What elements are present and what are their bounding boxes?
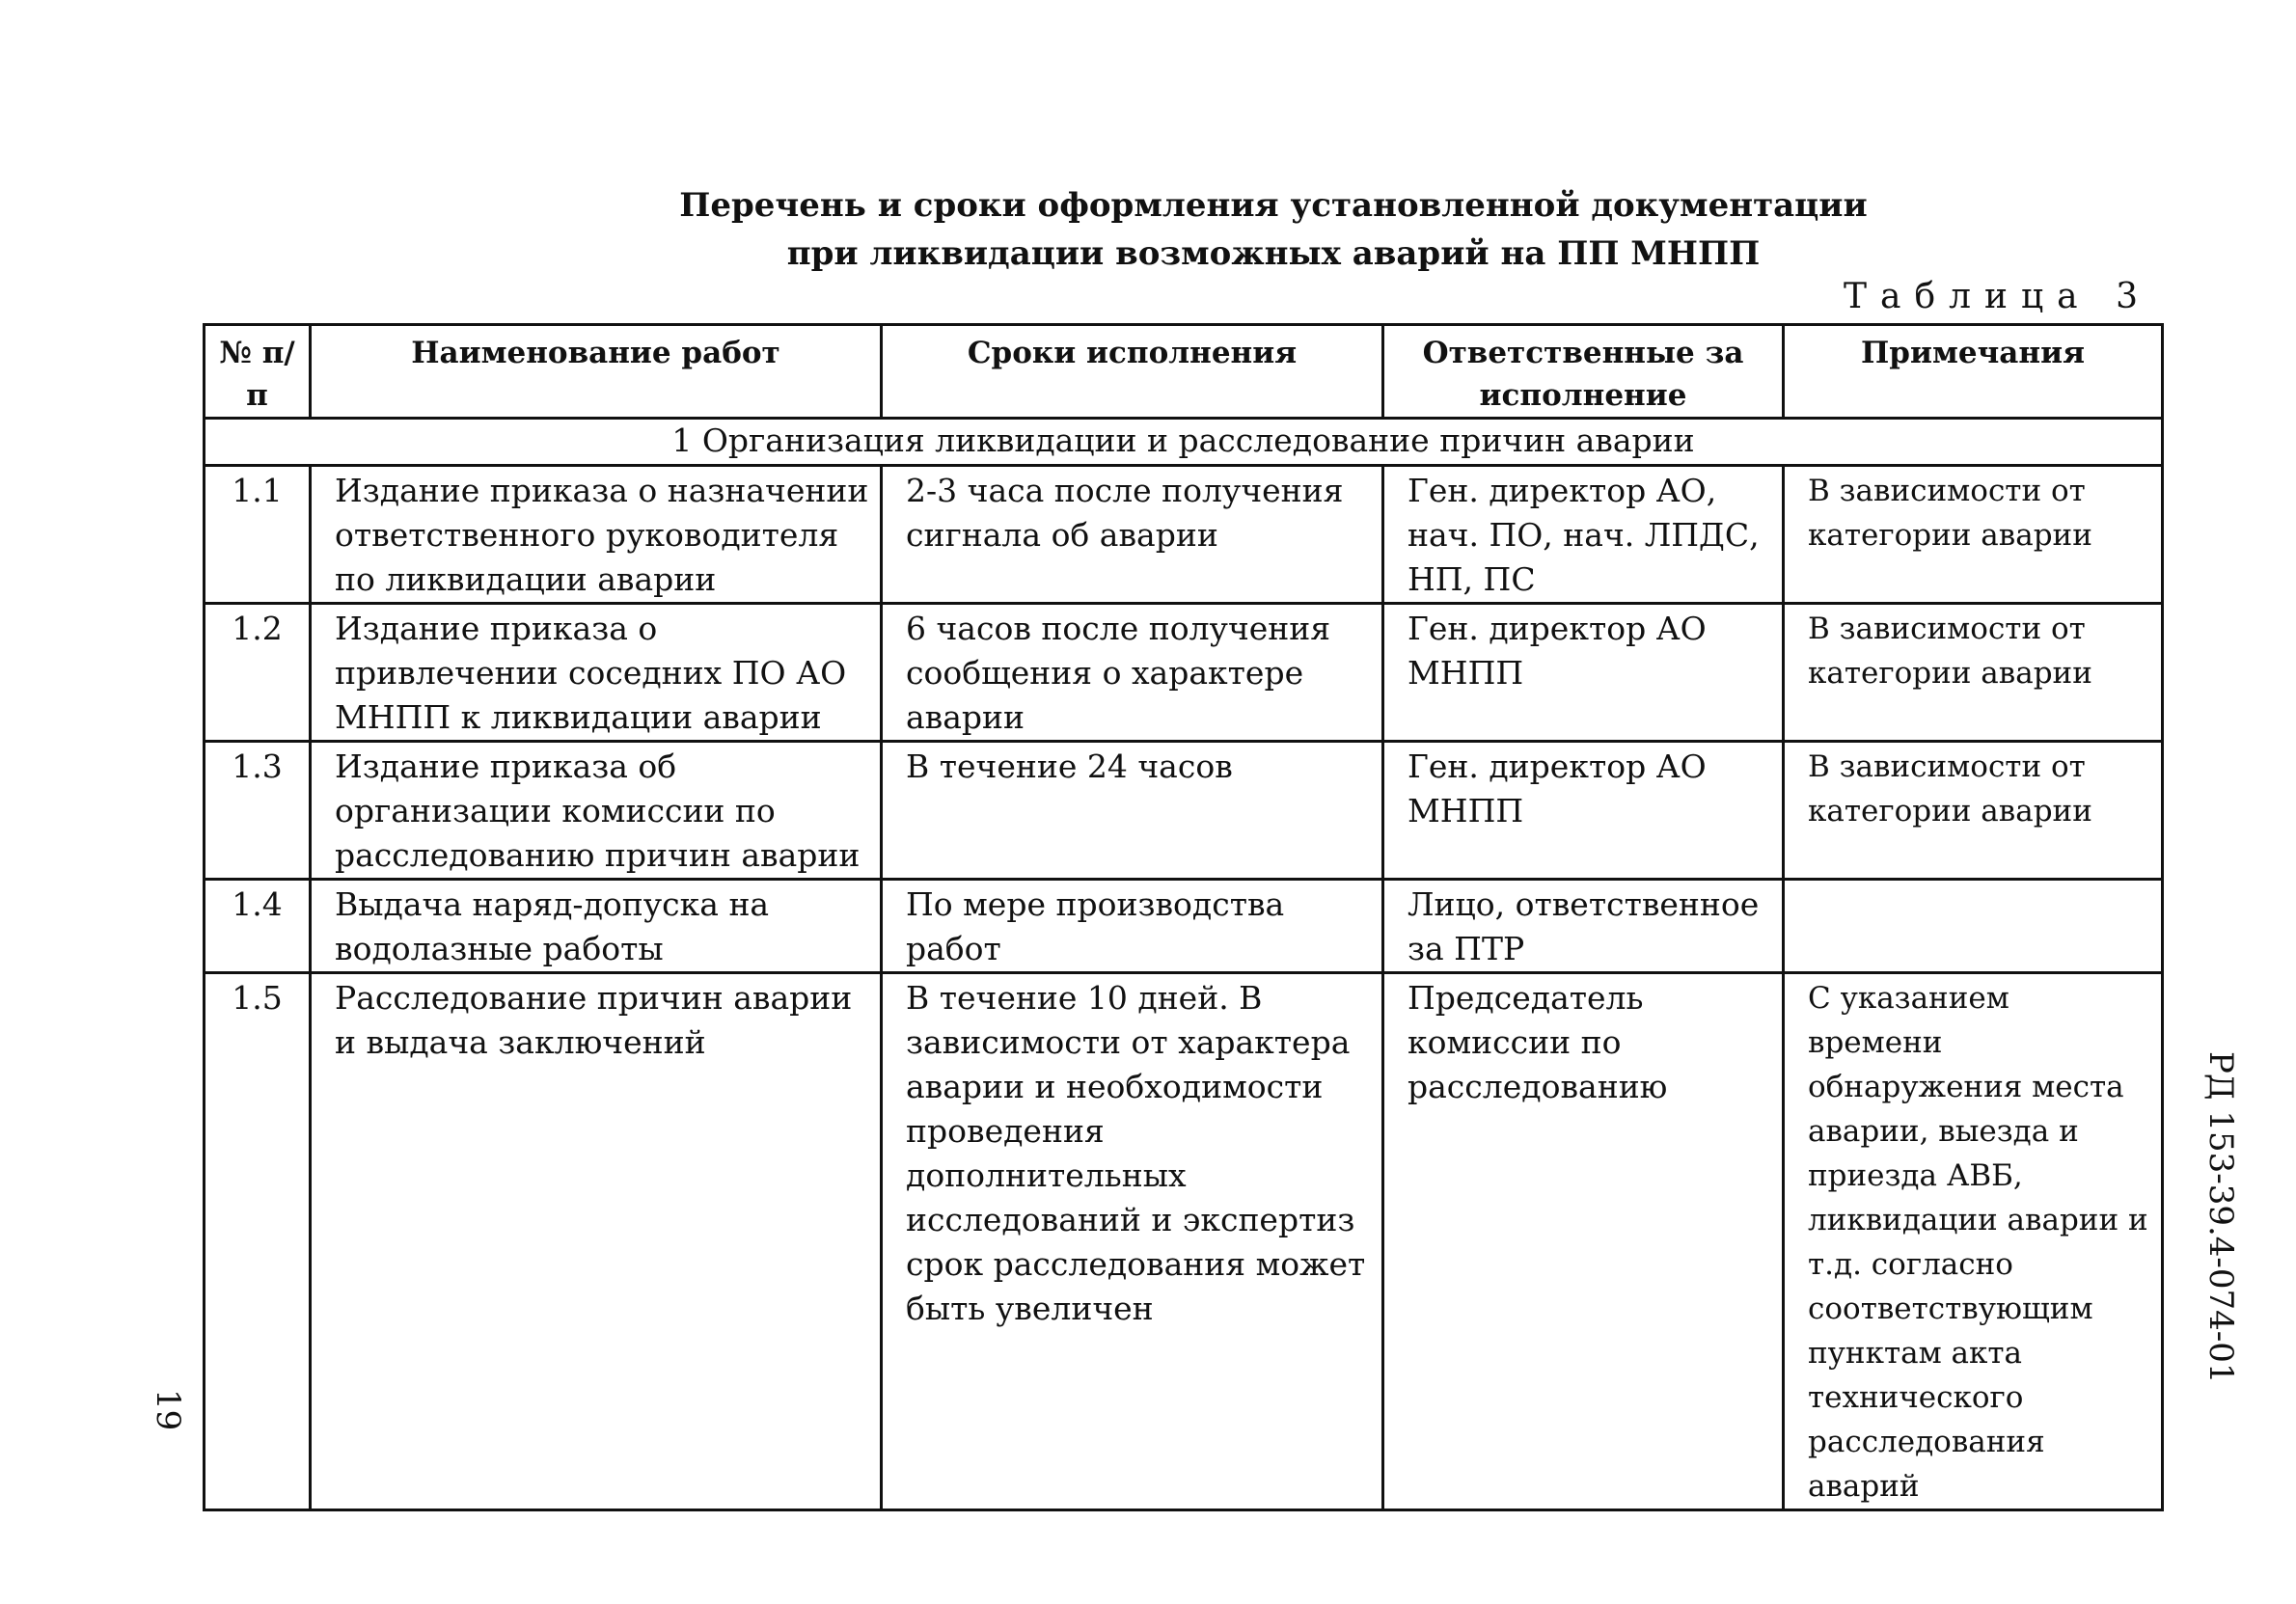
row-work: Издание приказа о назначении ответственного руководителя по ликвидации аварии — [311, 466, 882, 604]
row-responsible: Лицо, ответственное за ПТР — [1383, 880, 1784, 973]
section-row — [205, 419, 2163, 466]
row-number: 1.3 — [205, 742, 311, 880]
row-number: 1.2 — [205, 604, 311, 742]
row-work: Расследование причин аварии и выдача заключений — [311, 973, 882, 1510]
table-header-row — [205, 325, 2163, 419]
header-notes: Примечания — [1784, 325, 2163, 419]
header-work-name: Наименование работ — [311, 325, 882, 419]
row-responsible: Ген. директор АО, нач. ПО, нач. ЛПДС, НП, ПС — [1383, 466, 1784, 604]
row-number: 1.4 — [205, 880, 311, 973]
page-number: 19 — [149, 1389, 187, 1431]
row-work: Издание приказа об организации комиссии по расследованию причин аварии — [311, 742, 882, 880]
row-note — [1784, 880, 2163, 973]
table-row — [205, 880, 2163, 973]
row-note: В зависимости от категории аварии — [1784, 466, 2163, 604]
header-deadline: Сроки исполнения — [882, 325, 1383, 419]
document-title — [0, 181, 2296, 278]
row-deadline: По мере производства работ — [882, 880, 1383, 973]
header-number: № п/п — [205, 325, 311, 419]
document-code: РД 153-39.4-074-01 — [2201, 1051, 2240, 1384]
title-line-2: при ликвидации возможных аварий на ПП МНПП — [786, 234, 1761, 273]
header-responsible: Ответственные за исполнение — [1383, 325, 1784, 419]
table-row — [205, 466, 2163, 604]
row-deadline: В течение 24 часов — [882, 742, 1383, 880]
table-row — [205, 742, 2163, 880]
row-number: 1.5 — [205, 973, 311, 1510]
row-deadline: В течение 10 дней. В зависимости от характера аварии и необходимости проведения дополнительных исследований и экспертиз срок расследования может быть увеличен — [882, 973, 1383, 1510]
table-row — [205, 604, 2163, 742]
section-title: 1 Организация ликвидации и расследование причин аварии — [205, 419, 2163, 466]
table-row — [205, 973, 2163, 1510]
row-note: С указанием времени обнаружения места аварии, выезда и приезда АВБ, ликвидации аварии и т.д. согласно соответствующим пунктам акта технического расследования аварий — [1784, 973, 2163, 1510]
row-note: В зависимости от категории аварии — [1784, 604, 2163, 742]
row-number: 1.1 — [205, 466, 311, 604]
documentation-table — [203, 323, 2164, 1511]
row-responsible: Председатель комиссии по расследованию — [1383, 973, 1784, 1510]
row-work: Издание приказа о привлечении соседних ПО АО МНПП к ликвидации аварии — [311, 604, 882, 742]
row-work: Выдача наряд-допуска на водолазные работы — [311, 880, 882, 973]
row-note: В зависимости от категории аварии — [1784, 742, 2163, 880]
row-responsible: Ген. директор АО МНПП — [1383, 604, 1784, 742]
row-deadline: 2-3 часа после получения сигнала об аварии — [882, 466, 1383, 604]
title-line-1: Перечень и сроки оформления установленной документации — [679, 186, 1868, 225]
row-responsible: Ген. директор АО МНПП — [1383, 742, 1784, 880]
row-deadline: 6 часов после получения сообщения о характере аварии — [882, 604, 1383, 742]
table-number-label: Таблица 3 — [1844, 277, 2151, 316]
